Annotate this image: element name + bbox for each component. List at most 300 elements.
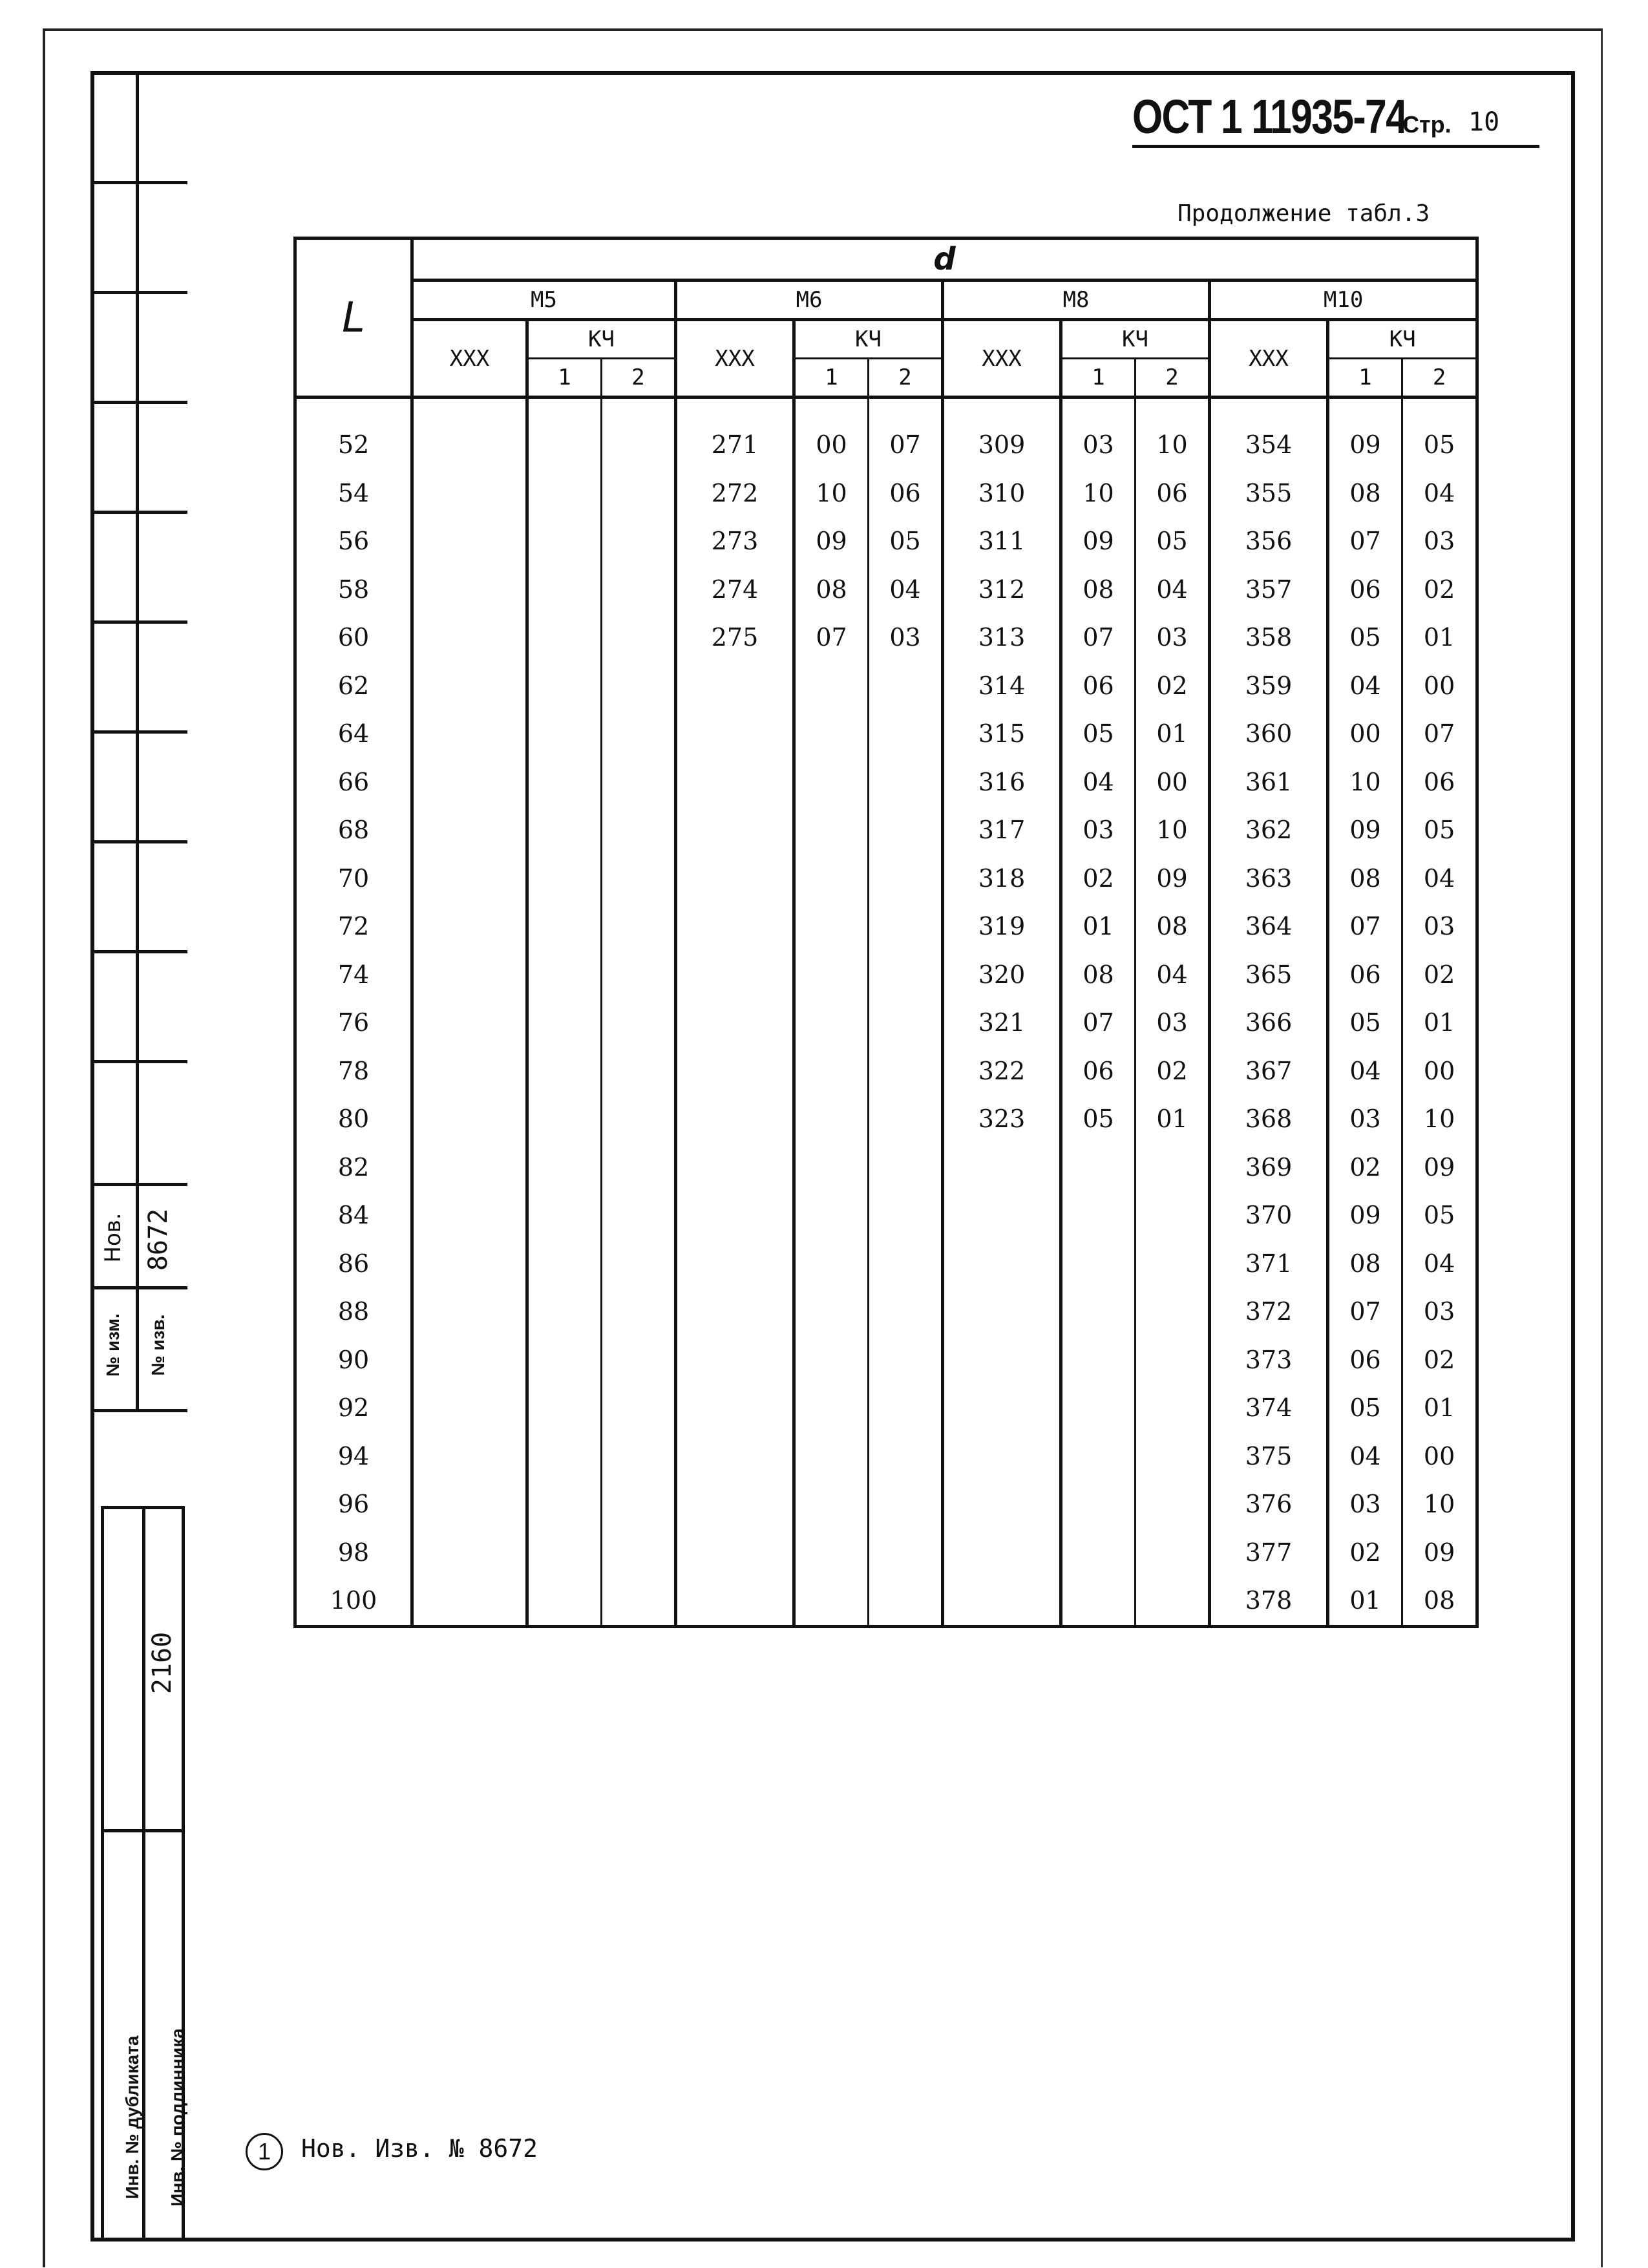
cell-m8-kch1: 07 (1083, 623, 1114, 652)
cell-m5-kch2 (602, 854, 676, 903)
cell-m6-xxx (676, 1529, 794, 1577)
cell-m10-kch1: 04 (1349, 1441, 1381, 1470)
cell-m6-kch1 (794, 1191, 869, 1240)
cell-m5-kch1 (527, 1480, 602, 1529)
header-d: d (412, 238, 1477, 281)
cell-m8-kch2: 03 (1136, 613, 1210, 662)
cell-m6-kch2 (869, 951, 943, 999)
table-row (295, 566, 1477, 614)
cell-m6-kch2 (869, 1047, 943, 1096)
cell-m8-xxx (943, 1480, 1061, 1529)
cell-m5-xxx (412, 1336, 527, 1384)
cell-L: 92 (295, 1384, 412, 1432)
cell-L: 94 (295, 1432, 412, 1481)
cell-m5-kch2 (602, 1240, 676, 1288)
table-body (295, 397, 1477, 1627)
cell-m8-xxx: 320 (943, 951, 1061, 999)
cell-L: 62 (295, 662, 412, 710)
cell-m8-kch1: 05 (1083, 1105, 1114, 1134)
header-group-m6: M6 (676, 281, 943, 320)
cell-m6-kch1 (794, 758, 869, 807)
cell-m8-kch2 (1136, 1143, 1210, 1192)
cell-m6-kch1: 00 (816, 430, 847, 460)
cell-m10-kch1: 06 (1349, 575, 1381, 604)
notice-no-value: 8672 (143, 1208, 173, 1271)
cell-m8-xxx (943, 1384, 1061, 1432)
document-code: ОСТ 1 11935-74 (1132, 90, 1407, 143)
cell-m10-xxx: 371 (1210, 1240, 1328, 1288)
cell-m8-kch1: 08 (1083, 575, 1114, 604)
original-inv-value: 2160 (147, 1631, 177, 1695)
cell-m5-kch1 (527, 421, 602, 469)
cell-m6-kch1 (794, 951, 869, 999)
table-row (295, 662, 1477, 710)
cell-m10-kch2: 01 (1402, 613, 1477, 662)
cell-m5-kch1 (527, 1191, 602, 1240)
cell-L: 68 (295, 806, 412, 854)
cell-m10-xxx: 355 (1210, 469, 1328, 518)
cell-m8-kch2 (1136, 1384, 1210, 1432)
cell-m6-kch1 (794, 1432, 869, 1481)
cell-m10-xxx: 362 (1210, 806, 1328, 854)
cell-m8-kch1: 09 (1083, 527, 1114, 556)
cell-m5-xxx (412, 806, 527, 854)
cell-m10-kch1: 06 (1349, 1345, 1381, 1374)
header-xxx: XXX (676, 320, 794, 397)
cell-m5-xxx (412, 517, 527, 566)
cell-m8-xxx (943, 1529, 1061, 1577)
table-row (295, 469, 1477, 518)
table-row (295, 1480, 1477, 1529)
cell-m8-xxx (943, 1432, 1061, 1481)
cell-m6-kch1 (794, 1143, 869, 1192)
header-kch-2: 2 (1136, 359, 1210, 397)
cell-m10-kch1: 08 (1349, 1249, 1381, 1278)
notice-no-label: № изв. (148, 1314, 168, 1376)
cell-m5-kch1 (527, 1432, 602, 1481)
cell-m8-xxx: 314 (943, 662, 1061, 710)
header-kch-2: 2 (602, 359, 676, 397)
cell-m5-kch2 (602, 710, 676, 758)
cell-m6-kch2 (869, 1432, 943, 1481)
cell-m5-xxx (412, 1529, 527, 1577)
cell-m8-kch1: 06 (1083, 671, 1114, 700)
cell-m6-kch1 (794, 1288, 869, 1336)
cell-m10-kch2: 05 (1402, 806, 1477, 854)
table-row (295, 951, 1477, 999)
cell-m8-kch2: 08 (1136, 902, 1210, 951)
cell-m10-xxx: 359 (1210, 662, 1328, 710)
cell-L: 88 (295, 1288, 412, 1336)
cell-m5-xxx (412, 1288, 527, 1336)
archive-box-divider (101, 1829, 185, 1832)
cell-m5-kch2 (602, 1480, 676, 1529)
cell-m10-kch2: 06 (1402, 758, 1477, 807)
sidebar-divider (90, 291, 187, 294)
cell-m8-xxx: 322 (943, 1047, 1061, 1096)
cell-m6-kch2 (869, 1191, 943, 1240)
cell-m8-kch1 (1061, 1191, 1136, 1240)
cell-m10-kch2: 09 (1402, 1529, 1477, 1577)
cell-m6-kch1: 07 (816, 623, 847, 652)
header-L: L (295, 238, 412, 397)
data-table (293, 237, 1479, 1628)
cell-m6-kch1 (794, 1047, 869, 1096)
cell-m5-kch1 (527, 902, 602, 951)
cell-m5-kch1 (527, 469, 602, 518)
cell-m8-xxx: 316 (943, 758, 1061, 807)
cell-m5-xxx (412, 1143, 527, 1192)
cell-m10-xxx: 373 (1210, 1336, 1328, 1384)
cell-m10-kch1: 06 (1349, 960, 1381, 989)
cell-m6-xxx (676, 758, 794, 807)
cell-m8-kch1 (1061, 1288, 1136, 1336)
cell-m10-xxx: 358 (1210, 613, 1328, 662)
cell-m5-kch2 (602, 1576, 676, 1626)
new-label: Нов. (100, 1213, 126, 1263)
page-number: 10 (1468, 107, 1500, 137)
cell-L: 52 (295, 421, 412, 469)
header-xxx: XXX (943, 320, 1061, 397)
cell-m10-kch1: 07 (1349, 912, 1381, 941)
cell-m6-kch1 (794, 902, 869, 951)
cell-L: 64 (295, 710, 412, 758)
cell-m5-kch2 (602, 517, 676, 566)
sidebar-divider (90, 401, 187, 404)
table-row (295, 1384, 1477, 1432)
cell-m8-xxx: 321 (943, 999, 1061, 1047)
cell-m5-kch1 (527, 951, 602, 999)
cell-m6-xxx: 272 (676, 469, 794, 518)
header-kch-1: 1 (1328, 359, 1402, 397)
header-group-m8: M8 (943, 281, 1210, 320)
cell-m10-xxx: 377 (1210, 1529, 1328, 1577)
cell-m6-kch1 (794, 806, 869, 854)
cell-m10-kch1: 08 (1349, 478, 1381, 507)
cell-m8-kch1: 02 (1083, 864, 1114, 893)
cell-m10-kch1: 09 (1349, 430, 1381, 460)
cell-L: 74 (295, 951, 412, 999)
cell-L: 84 (295, 1191, 412, 1240)
cell-m8-kch2: 05 (1136, 517, 1210, 566)
header-kch: КЧ (1061, 320, 1210, 359)
header-kch-1: 1 (794, 359, 869, 397)
cell-m6-xxx (676, 999, 794, 1047)
cell-m10-kch2: 02 (1402, 566, 1477, 614)
cell-m6-kch1 (794, 662, 869, 710)
cell-m10-xxx: 374 (1210, 1384, 1328, 1432)
cell-m10-kch2: 02 (1402, 1336, 1477, 1384)
cell-m10-kch2: 00 (1402, 662, 1477, 710)
cell-m6-xxx (676, 1143, 794, 1192)
header-kch-1: 1 (1061, 359, 1136, 397)
cell-m10-kch2: 07 (1402, 710, 1477, 758)
cell-m10-kch2: 01 (1402, 999, 1477, 1047)
cell-m8-xxx (943, 1288, 1061, 1336)
cell-m5-xxx (412, 613, 527, 662)
cell-m10-kch2: 04 (1402, 469, 1477, 518)
cell-m8-kch2: 06 (1136, 469, 1210, 518)
cell-L: 96 (295, 1480, 412, 1529)
cell-m5-xxx (412, 710, 527, 758)
cell-m6-kch1: 08 (816, 575, 847, 604)
cell-L: 82 (295, 1143, 412, 1192)
header-group-m5: M5 (412, 281, 676, 320)
cell-m8-xxx (943, 1240, 1061, 1288)
cell-m10-xxx: 375 (1210, 1432, 1328, 1481)
cell-m6-kch1: 09 (816, 527, 847, 556)
cell-m8-xxx: 312 (943, 566, 1061, 614)
cell-m10-kch2: 03 (1402, 902, 1477, 951)
cell-m6-kch2 (869, 854, 943, 903)
header-kch: КЧ (794, 320, 943, 359)
cell-m5-kch1 (527, 758, 602, 807)
cell-m10-kch2: 10 (1402, 1095, 1477, 1143)
cell-m8-kch2: 00 (1136, 758, 1210, 807)
cell-m5-kch1 (527, 613, 602, 662)
cell-m6-kch1 (794, 1240, 869, 1288)
cell-m6-kch2: 05 (869, 517, 943, 566)
table-row (295, 902, 1477, 951)
sidebar-divider (90, 1183, 187, 1186)
cell-m10-xxx: 356 (1210, 517, 1328, 566)
cell-m10-kch2: 02 (1402, 951, 1477, 999)
cell-m5-kch2 (602, 613, 676, 662)
cell-m6-kch1 (794, 1336, 869, 1384)
cell-m5-kch2 (602, 1288, 676, 1336)
cell-m10-kch2: 05 (1402, 421, 1477, 469)
cell-m8-xxx (943, 1336, 1061, 1384)
cell-m6-xxx (676, 710, 794, 758)
cell-m10-kch1: 10 (1349, 767, 1381, 796)
cell-m5-kch1 (527, 1143, 602, 1192)
cell-m8-xxx: 317 (943, 806, 1061, 854)
cell-m5-kch2 (602, 1095, 676, 1143)
cell-m8-xxx: 310 (943, 469, 1061, 518)
cell-m6-kch2 (869, 1095, 943, 1143)
cell-m6-xxx (676, 1432, 794, 1481)
cell-m10-kch2: 00 (1402, 1047, 1477, 1096)
cell-m8-kch1: 06 (1083, 1056, 1114, 1085)
cell-m6-xxx (676, 806, 794, 854)
cell-L: 60 (295, 613, 412, 662)
cell-m5-kch2 (602, 806, 676, 854)
cell-L: 78 (295, 1047, 412, 1096)
cell-m5-kch1 (527, 1047, 602, 1096)
cell-m6-kch2 (869, 1288, 943, 1336)
cell-m8-xxx: 309 (943, 421, 1061, 469)
table-spacer-row (295, 397, 1477, 421)
cell-m5-xxx (412, 758, 527, 807)
cell-m8-kch1: 05 (1083, 719, 1114, 748)
cell-m5-xxx (412, 662, 527, 710)
cell-m6-xxx: 275 (676, 613, 794, 662)
cell-m10-kch1: 04 (1349, 671, 1381, 700)
header-kch-2: 2 (1402, 359, 1477, 397)
cell-m10-xxx: 367 (1210, 1047, 1328, 1096)
cell-m8-kch2: 01 (1136, 710, 1210, 758)
cell-m6-kch2 (869, 758, 943, 807)
sidebar-divider (136, 71, 139, 1412)
cell-m10-xxx: 366 (1210, 999, 1328, 1047)
table-row (295, 517, 1477, 566)
cell-m10-kch1: 04 (1349, 1056, 1381, 1085)
cell-m5-kch1 (527, 1576, 602, 1626)
cell-m6-kch2 (869, 999, 943, 1047)
cell-m6-xxx (676, 1576, 794, 1626)
cell-m8-kch1 (1061, 1480, 1136, 1529)
cell-m5-kch2 (602, 999, 676, 1047)
header-kch: КЧ (1328, 320, 1477, 359)
cell-m5-xxx (412, 566, 527, 614)
cell-m10-kch1: 02 (1349, 1538, 1381, 1567)
cell-m5-kch1 (527, 566, 602, 614)
cell-m8-kch2 (1136, 1288, 1210, 1336)
cell-m8-kch2: 04 (1136, 566, 1210, 614)
cell-m6-xxx (676, 951, 794, 999)
cell-m5-kch2 (602, 902, 676, 951)
cell-m8-kch2: 02 (1136, 1047, 1210, 1096)
cell-m8-xxx: 313 (943, 613, 1061, 662)
table-row (295, 806, 1477, 854)
cell-m10-kch2: 05 (1402, 1191, 1477, 1240)
cell-m5-kch2 (602, 469, 676, 518)
cell-m8-kch2: 02 (1136, 662, 1210, 710)
cell-m6-kch2: 07 (869, 421, 943, 469)
table-row (295, 1288, 1477, 1336)
cell-m8-xxx: 319 (943, 902, 1061, 951)
cell-m6-kch1 (794, 854, 869, 903)
cell-m8-kch2: 10 (1136, 421, 1210, 469)
cell-m8-kch1: 03 (1083, 430, 1114, 460)
table-caption: Продолжение табл.3 (1178, 200, 1430, 227)
cell-m10-kch1: 09 (1349, 816, 1381, 845)
cell-m5-kch1 (527, 1240, 602, 1288)
table-row (295, 421, 1477, 469)
cell-m10-kch1: 05 (1349, 1394, 1381, 1423)
cell-m8-xxx: 315 (943, 710, 1061, 758)
cell-m6-kch2: 03 (869, 613, 943, 662)
cell-m6-xxx (676, 1480, 794, 1529)
table-row (295, 999, 1477, 1047)
cell-m5-xxx (412, 1240, 527, 1288)
header-kch-1: 1 (527, 359, 602, 397)
cell-m10-kch2: 10 (1402, 1480, 1477, 1529)
table-row (295, 1095, 1477, 1143)
cell-L: 58 (295, 566, 412, 614)
table-row (295, 1529, 1477, 1577)
cell-m8-kch2 (1136, 1432, 1210, 1481)
sidebar-divider (90, 730, 187, 734)
cell-m6-xxx: 273 (676, 517, 794, 566)
cell-m10-kch1: 07 (1349, 1297, 1381, 1326)
cell-m6-kch2: 06 (869, 469, 943, 518)
cell-m6-xxx: 271 (676, 421, 794, 469)
cell-m10-xxx: 357 (1210, 566, 1328, 614)
cell-m8-kch2: 04 (1136, 951, 1210, 999)
cell-m10-xxx: 364 (1210, 902, 1328, 951)
cell-m8-kch1: 03 (1083, 816, 1114, 845)
cell-m8-kch1 (1061, 1576, 1136, 1626)
header-xxx: XXX (412, 320, 527, 397)
cell-m5-xxx (412, 1047, 527, 1096)
cell-m8-kch2: 01 (1136, 1095, 1210, 1143)
header-group-m10: M10 (1210, 281, 1477, 320)
cell-m8-kch1 (1061, 1240, 1136, 1288)
table-row (295, 1047, 1477, 1096)
cell-m8-kch1 (1061, 1432, 1136, 1481)
cell-m6-kch1 (794, 1576, 869, 1626)
cell-m6-xxx (676, 1336, 794, 1384)
table-row (295, 1240, 1477, 1288)
cell-m10-kch1: 01 (1328, 1576, 1402, 1626)
cell-m6-kch2 (869, 662, 943, 710)
cell-m5-xxx (412, 902, 527, 951)
cell-m8-kch2: 09 (1136, 854, 1210, 903)
cell-m6-xxx (676, 1191, 794, 1240)
cell-m8-xxx: 311 (943, 517, 1061, 566)
cell-m10-xxx: 376 (1210, 1480, 1328, 1529)
table-row (295, 613, 1477, 662)
cell-m8-kch2 (1136, 1336, 1210, 1384)
cell-m8-kch1 (1061, 1384, 1136, 1432)
cell-m5-xxx (412, 1480, 527, 1529)
cell-L: 72 (295, 902, 412, 951)
cell-m5-xxx (412, 1095, 527, 1143)
cell-m8-kch2 (1136, 1576, 1210, 1626)
cell-m6-kch1 (794, 1095, 869, 1143)
cell-m6-kch2 (869, 806, 943, 854)
cell-m6-kch2: 04 (869, 566, 943, 614)
cell-m5-kch2 (602, 1047, 676, 1096)
cell-m8-xxx: 323 (943, 1095, 1061, 1143)
sidebar-divider (90, 181, 187, 184)
cell-m6-kch2 (869, 1576, 943, 1626)
cell-m10-xxx: 360 (1210, 710, 1328, 758)
cell-m6-xxx (676, 902, 794, 951)
cell-m6-kch2 (869, 1384, 943, 1432)
cell-m8-xxx (943, 1191, 1061, 1240)
cell-L: 66 (295, 758, 412, 807)
cell-m5-kch2 (602, 951, 676, 999)
cell-m8-kch1: 08 (1083, 960, 1114, 989)
cell-m8-kch1: 04 (1083, 767, 1114, 796)
cell-m6-kch1 (794, 999, 869, 1047)
cell-m5-xxx (412, 1432, 527, 1481)
cell-m10-kch2: 08 (1402, 1576, 1477, 1626)
cell-m10-kch1: 03 (1349, 1105, 1381, 1134)
cell-m6-kch1: 10 (816, 478, 847, 507)
cell-m5-kch1 (527, 662, 602, 710)
cell-m5-xxx (412, 1384, 527, 1432)
cell-L: 86 (295, 1240, 412, 1288)
cell-m6-xxx (676, 662, 794, 710)
cell-m8-kch1 (1061, 1143, 1136, 1192)
cell-m5-xxx (412, 999, 527, 1047)
table-row (295, 758, 1477, 807)
cell-m6-xxx (676, 1047, 794, 1096)
cell-L: 76 (295, 999, 412, 1047)
cell-m5-kch1 (527, 1288, 602, 1336)
sidebar-divider (90, 620, 187, 624)
cell-m5-kch2 (602, 1432, 676, 1481)
table-row (295, 1432, 1477, 1481)
cell-m8-kch2: 10 (1136, 806, 1210, 854)
cell-m8-xxx (943, 1576, 1061, 1626)
cell-m10-kch2: 09 (1402, 1143, 1477, 1192)
cell-m5-kch2 (602, 758, 676, 807)
cell-m8-kch1 (1061, 1529, 1136, 1577)
